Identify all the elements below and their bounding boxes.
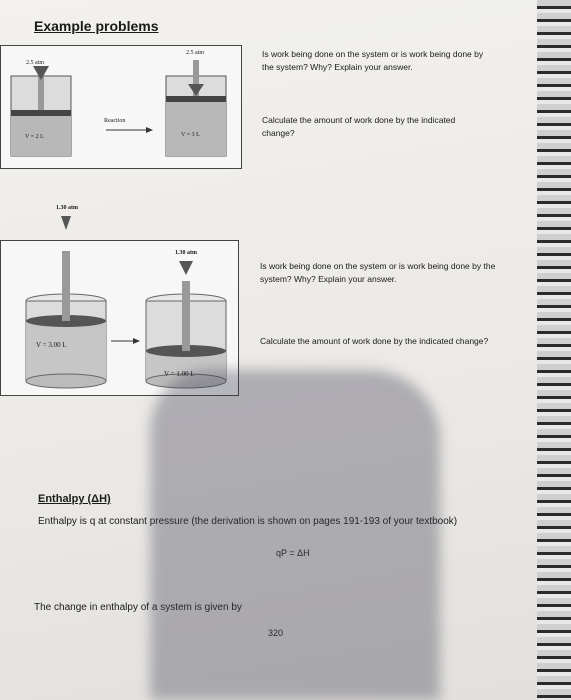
fig2-pressure-left: 1.30 atm	[56, 205, 78, 211]
fig1-volume-right: V = 3 L	[181, 132, 200, 138]
spiral-binding	[537, 0, 571, 700]
fig1-pressure-left: 2.5 atm	[26, 60, 44, 66]
fig1-volume-left: V = 2 L	[25, 134, 44, 140]
figure-1	[0, 45, 242, 169]
q1-calc-question: Calculate the amount of work done by the indicated change?	[262, 115, 456, 138]
fig2-volume-right: V = 1.00 L	[164, 370, 195, 378]
q2-work-question: Is work being done on the system or is work being done by the system? Why? Explain your answer.	[260, 261, 496, 284]
fig2-down-arrow-icon	[58, 214, 78, 234]
page-title: Example problems	[34, 18, 159, 34]
q1-work-question: Is work being done on the system or is work being done by the system? Why? Explain your answer.	[262, 49, 484, 72]
hand-shadow	[150, 370, 440, 700]
fig1-pressure-right: 2.5 atm	[186, 50, 204, 56]
enthalpy-formula: qP = ΔH	[276, 548, 310, 558]
enthalpy-heading: Enthalpy (ΔH)	[38, 493, 111, 505]
page-number: 320	[268, 628, 284, 638]
fig1-reaction-label: Reaction	[104, 118, 126, 124]
enthalpy-definition: Enthalpy is q at constant pressure (the derivation is shown on pages 191-193 of your textbook)	[38, 516, 458, 527]
enthalpy-change-text: The change in enthalpy of a system is given by	[34, 602, 242, 613]
fig2-pressure-right: 1.30 atm	[175, 250, 197, 256]
q2-calc-question: Calculate the amount of work done by the indicated change?	[260, 336, 489, 346]
fig2-volume-left: V = 3.00 L	[36, 341, 67, 349]
